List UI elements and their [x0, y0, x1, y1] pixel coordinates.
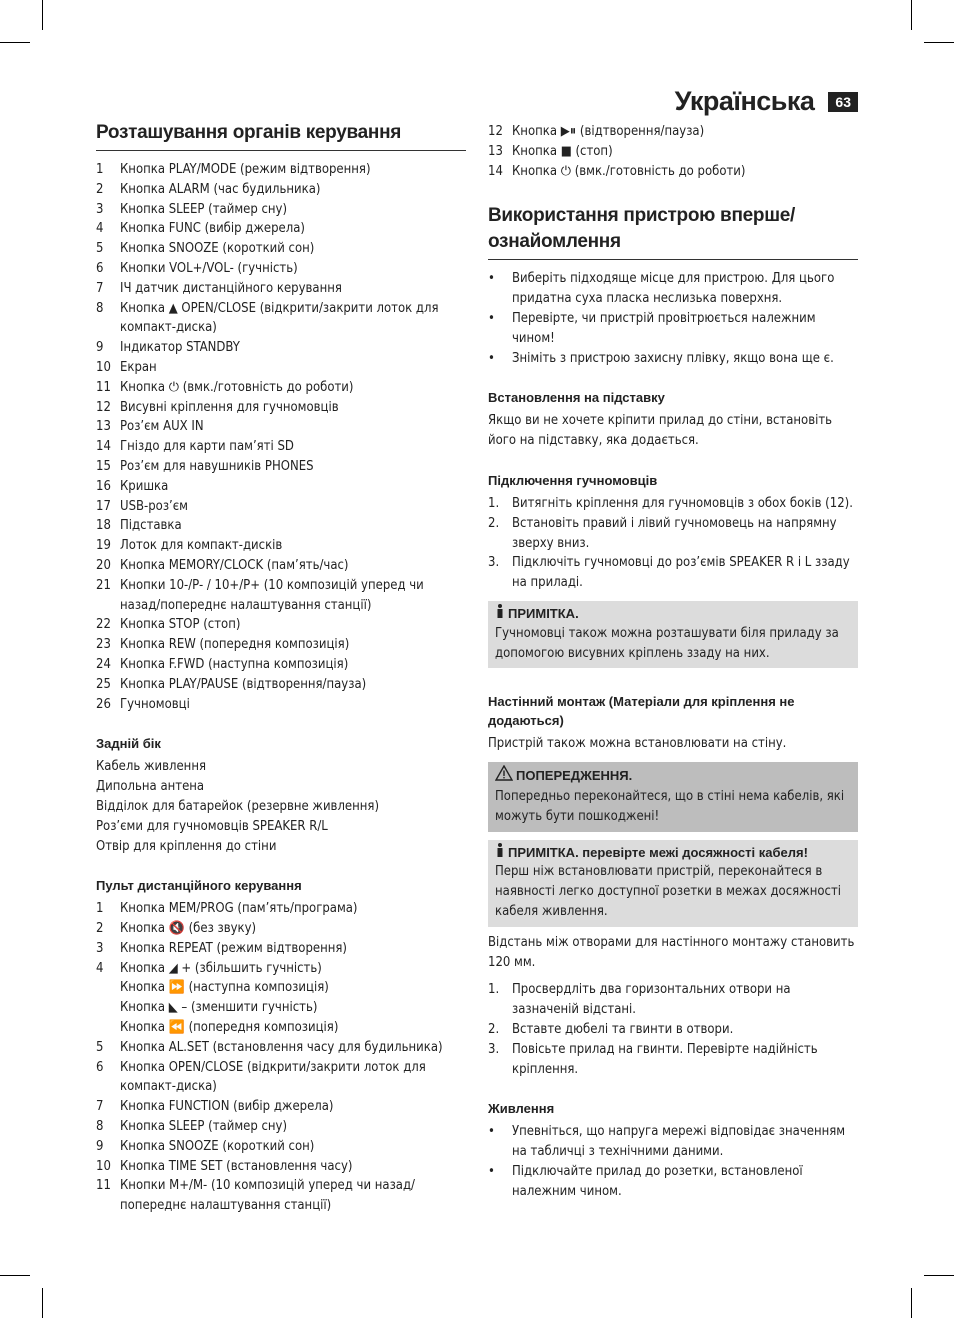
item-text: Витягніть кріплення для гучномовців з обох боків (12). — [512, 495, 853, 511]
item-number: 11 — [96, 379, 111, 395]
power-list — [488, 1122, 858, 1201]
item-number: 17 — [96, 498, 111, 514]
page-number: 63 — [828, 92, 858, 112]
bullet-item — [488, 309, 858, 349]
item-text — [120, 939, 466, 959]
item-line: Кнопка 🔇 (без звуку) — [120, 921, 257, 937]
item-number: 2 — [96, 921, 104, 937]
list-item — [96, 556, 466, 576]
list-item — [96, 576, 466, 616]
list-item — [96, 200, 466, 220]
list-item — [96, 1038, 466, 1058]
item-text: Кнопка FUNC (вибір джерела) — [120, 221, 305, 237]
first-use-heading: Використання пристрою вперше/ ознайомлення — [488, 203, 858, 260]
item-line: Кнопка FUNCTION (вибір джерела) — [120, 1099, 334, 1115]
list-item — [96, 338, 466, 358]
list-item — [96, 1157, 466, 1177]
list-item — [96, 279, 466, 299]
crop-mark — [924, 1275, 954, 1276]
item-text: Кнопка REW (попередня композиція) — [120, 637, 350, 653]
list-item — [96, 1137, 466, 1157]
item-line: Кнопка ⏪ (попередня композиція) — [120, 1020, 339, 1036]
speakers-heading: Підключення гучномовців — [488, 472, 658, 488]
bullet-item — [488, 349, 858, 369]
stand-heading: Встановлення на підставку — [488, 390, 665, 406]
item-text: Роз’єм для навушників PHONES — [120, 458, 314, 474]
crop-mark — [911, 1288, 912, 1318]
list-item — [96, 695, 466, 715]
item-text: Кнопка SNOOZE (короткий сон) — [120, 241, 315, 257]
item-text: Роз’єм AUX IN — [120, 419, 204, 435]
item-text — [120, 1117, 466, 1137]
item-text: Висувні кріплення для гучномовців — [120, 399, 339, 415]
item-line: Кнопка REPEAT (режим відтворення) — [120, 940, 347, 956]
list-item — [96, 1058, 466, 1098]
item-number: 10 — [96, 359, 111, 375]
item-number: 8 — [96, 1119, 104, 1135]
list-item — [96, 655, 466, 675]
first-use-list — [488, 269, 858, 368]
list-item — [96, 180, 466, 200]
bullet-item — [488, 1162, 858, 1202]
item-number: 9 — [96, 340, 104, 356]
bullet-text: Виберіть підходяще місце для пристрою. Для цього придатна суха пласка неслизька поверхня. — [512, 271, 835, 307]
item-text: Кнопка ⏻ (вмк./готовність до роботи) — [120, 379, 354, 395]
bullet-dot: • — [488, 1124, 495, 1140]
item-number: 18 — [96, 518, 111, 534]
list-item — [488, 1020, 858, 1040]
item-text: Кнопки VOL+/VOL- (гучність) — [120, 260, 298, 276]
item-text: Кнопка ▲ OPEN/CLOSE (відкрити/закрити лоток для компакт-диска) — [120, 300, 439, 336]
list-item — [96, 939, 466, 959]
item-line: Кнопка ⏩ (наступна композиція) — [120, 980, 329, 996]
item-text: Вставте дюбелі та гвинти в отвори. — [512, 1021, 734, 1037]
list-item — [96, 477, 466, 497]
item-number: 1 — [96, 901, 104, 917]
power-heading: Живлення — [488, 1101, 555, 1117]
item-number: 20 — [96, 557, 111, 573]
list-item — [96, 536, 466, 556]
item-number: 23 — [96, 637, 111, 653]
note-title: ПРИМІТКА. — [508, 605, 579, 621]
item-line: Кнопка ◣ – (зменшити гучність) — [120, 1000, 318, 1016]
item-text: Індикатор STANDBY — [120, 340, 240, 356]
item-text — [120, 899, 466, 919]
right-column — [488, 122, 858, 1201]
item-number: 15 — [96, 458, 111, 474]
rear-item: Відділок для батарейок (резервне живлення) — [96, 798, 380, 814]
item-text: Кнопка F.FWD (наступна композиція) — [120, 656, 349, 672]
item-number: 4 — [96, 221, 104, 237]
list-item — [96, 635, 466, 655]
item-text: USB-роз’єм — [120, 498, 188, 514]
item-text: Просвердліть два горизонтальних отвори на зазначеній відстані. — [512, 982, 791, 1018]
bullet-dot: • — [488, 1163, 495, 1179]
item-line: Кнопка TIME SET (встановлення часу) — [120, 1158, 353, 1174]
note-box — [488, 601, 858, 668]
list-item — [96, 219, 466, 239]
rear-heading: Задній бік — [96, 736, 161, 752]
list-item — [96, 160, 466, 180]
remote-heading: Пульт дистанційного керування — [96, 878, 302, 894]
item-number: 1. — [488, 982, 500, 998]
list-item — [96, 675, 466, 695]
list-item — [96, 1097, 466, 1117]
item-text: Кнопка STOP (стоп) — [120, 617, 241, 633]
item-text: Підключіть гучномовці до роз’ємів SPEAKER R і L ззаду на приладі. — [512, 555, 850, 591]
list-item — [488, 514, 858, 554]
rear-item: Дипольна антена — [96, 779, 205, 795]
item-number: 13 — [488, 143, 503, 159]
list-item — [96, 899, 466, 919]
item-text: Гніздо для карти пам’яті SD — [120, 439, 294, 455]
wall-text: Пристрій також можна встановлювати на стіну. — [488, 736, 787, 752]
list-item — [488, 980, 858, 1020]
list-item — [96, 516, 466, 536]
bullet-text: Підключайте прилад до розетки, встановленої належним чином. — [512, 1163, 803, 1199]
cable-note-text: Перш ніж встановлювати пристрій, переконайтеся в наявності легко доступної розетки в межах досяжності кабеля живлення. — [495, 864, 842, 919]
item-number: 10 — [96, 1158, 111, 1174]
crop-mark — [42, 0, 43, 30]
left-column — [96, 120, 466, 1216]
controls-heading: Розташування органів керування — [96, 120, 466, 151]
bullet-text: Перевірте, чи пристрій провітрюється належним чином! — [512, 310, 816, 346]
item-number: 2. — [488, 1021, 500, 1037]
item-number: 6 — [96, 1059, 104, 1075]
item-text: Підставка — [120, 518, 182, 534]
cable-note-box — [488, 840, 858, 927]
list-item — [488, 494, 858, 514]
wall-steps — [488, 980, 858, 1079]
item-text: Кнопка MEMORY/CLOCK (пам’ять/час) — [120, 557, 349, 573]
bullet-dot: • — [488, 310, 495, 326]
item-number: 14 — [96, 439, 111, 455]
item-line: Кнопка AL.SET (встановлення часу для будильника) — [120, 1039, 443, 1055]
list-item — [488, 142, 858, 162]
item-line: Кнопка MEM/PROG (пам’ять/програма) — [120, 901, 358, 917]
item-text — [120, 919, 466, 939]
item-number: 1. — [488, 495, 500, 511]
item-number: 19 — [96, 538, 111, 554]
crop-mark — [0, 1275, 30, 1276]
list-item — [96, 457, 466, 477]
page-header — [675, 86, 858, 117]
item-text — [120, 959, 466, 1038]
item-text: IЧ датчик дистанційного керування — [120, 280, 342, 296]
item-line: Кнопка SNOOZE (короткий сон) — [120, 1138, 315, 1154]
item-number: 13 — [96, 419, 111, 435]
item-text: Повісьте прилад на гвинти. Перевірте надійність кріплення. — [512, 1041, 818, 1077]
item-line: Кнопка OPEN/CLOSE (відкрити/закрити лоток для компакт-диска) — [120, 1059, 426, 1095]
warning-box — [488, 762, 858, 831]
info-icon — [495, 604, 505, 624]
remote-list-continued — [488, 122, 858, 181]
bullet-text: Упевніться, що напруга мережі відповідає значенням на табличці з технічними даними. — [512, 1124, 846, 1160]
item-number: 12 — [488, 124, 503, 139]
list-item — [96, 497, 466, 517]
item-number: 1 — [96, 162, 104, 177]
rear-item: Роз’єми для гучномовців SPEAKER R/L — [96, 818, 328, 834]
warning-title: ПОПЕРЕДЖЕННЯ. — [516, 768, 633, 784]
item-number: 11 — [96, 1178, 111, 1194]
item-number: 3. — [488, 1041, 500, 1057]
speakers-steps — [488, 494, 858, 593]
warning-icon — [495, 765, 513, 787]
item-number: 26 — [96, 696, 111, 712]
item-text: Лоток для компакт-дисків — [120, 538, 283, 554]
note-text: Гучномовці також можна розташувати біля приладу за допомогою висувних кріплень ззаду на них. — [495, 625, 839, 661]
item-number: 3. — [488, 555, 500, 571]
stand-text: Якщо ви не хочете кріпити прилад до стіни, встановіть його на підставку, яка додається. — [488, 413, 833, 449]
item-text: Кнопка SLEEP (таймер сну) — [120, 201, 288, 217]
language-title: Українська — [674, 86, 815, 116]
item-number: 21 — [96, 577, 111, 593]
item-number: 2 — [96, 181, 104, 197]
list-item — [96, 398, 466, 418]
item-number: 7 — [96, 1099, 104, 1115]
item-number: 6 — [96, 260, 104, 276]
bullet-dot: • — [488, 271, 495, 287]
item-text — [120, 1176, 466, 1216]
remote-list — [96, 899, 466, 1216]
controls-list — [96, 160, 466, 714]
item-text: Встановіть правий і лівий гучномовець на напрямну зверху вниз. — [512, 515, 837, 551]
list-item — [96, 1176, 466, 1216]
list-item — [96, 239, 466, 259]
item-number: 7 — [96, 280, 104, 296]
item-number: 4 — [96, 960, 104, 976]
item-number: 24 — [96, 656, 111, 672]
crop-mark — [0, 42, 30, 43]
item-text: Кнопка ■ (стоп) — [512, 143, 613, 159]
item-text: Кришка — [120, 478, 169, 494]
list-item — [96, 1117, 466, 1137]
item-text — [120, 1058, 466, 1098]
item-number: 5 — [96, 1039, 104, 1055]
cable-note-title: ПРИМІТКА. перевірте межі досяжності кабеля! — [508, 844, 808, 860]
bullet-item — [488, 1122, 858, 1162]
distance-text: Відстань між отворами для настінного монтажу становить 120 мм. — [488, 934, 855, 970]
item-text — [120, 1137, 466, 1157]
item-number: 3 — [96, 940, 104, 956]
bullet-dot: • — [488, 350, 495, 366]
item-number: 5 — [96, 241, 104, 257]
item-line: Кнопка SLEEP (таймер сну) — [120, 1119, 288, 1135]
rear-list — [96, 757, 466, 856]
item-number: 8 — [96, 300, 104, 316]
crop-mark — [42, 1288, 43, 1318]
list-item — [96, 437, 466, 457]
list-item — [488, 162, 858, 182]
list-item — [96, 919, 466, 939]
crop-mark — [911, 0, 912, 30]
item-text: Гучномовці — [120, 696, 190, 712]
item-line: Кнопка ◢ + (збільшить гучність) — [120, 960, 322, 976]
item-number: 22 — [96, 617, 111, 633]
item-text — [120, 1157, 466, 1177]
item-number: 2. — [488, 515, 500, 531]
warning-text: Попередньо переконайтеся, що в стіні нема кабелів, які можуть бути пошкоджені! — [495, 788, 845, 824]
rear-item: Отвір для кріплення до стіни — [96, 838, 277, 854]
item-text: Кнопка ▶⏸ (відтворення/пауза) — [512, 124, 705, 139]
item-text — [120, 1038, 466, 1058]
item-text: Екран — [120, 359, 157, 375]
list-item — [96, 417, 466, 437]
item-text: Кнопки 10-/P- / 10+/P+ (10 композицій уперед чи назад/попереднє налаштування станції) — [120, 577, 424, 613]
list-item — [96, 358, 466, 378]
bullet-text: Зніміть з пристрою захисну плівку, якщо вона ще є. — [512, 350, 834, 366]
list-item — [488, 1040, 858, 1080]
item-line: Кнопки M+/M- (10 композицій уперед чи назад/попереднє налаштування станції) — [120, 1178, 415, 1214]
item-text — [120, 1097, 466, 1117]
item-number: 16 — [96, 478, 111, 494]
list-item — [96, 259, 466, 279]
bullet-item — [488, 269, 858, 309]
item-text: Кнопка PLAY/MODE (режим відтворення) — [120, 162, 371, 177]
list-item — [96, 959, 466, 1038]
item-number: 25 — [96, 676, 111, 692]
item-number: 3 — [96, 201, 104, 217]
item-text: Кнопка PLAY/PAUSE (відтворення/пауза) — [120, 676, 367, 692]
wall-heading: Настінний монтаж (Матеріали для кріплення не додаються) — [488, 694, 795, 729]
item-number: 12 — [96, 399, 111, 415]
rear-item: Кабель живлення — [96, 759, 206, 775]
list-item — [96, 378, 466, 398]
crop-mark — [924, 42, 954, 43]
item-number: 9 — [96, 1138, 104, 1154]
info-icon — [495, 843, 505, 863]
list-item — [488, 553, 858, 593]
list-item — [488, 122, 858, 142]
item-text: Кнопка ALARM (час будильника) — [120, 181, 321, 197]
list-item — [96, 299, 466, 339]
list-item — [96, 615, 466, 635]
item-text: Кнопка ⏻ (вмк./готовність до роботи) — [512, 163, 746, 179]
item-number: 14 — [488, 163, 503, 179]
